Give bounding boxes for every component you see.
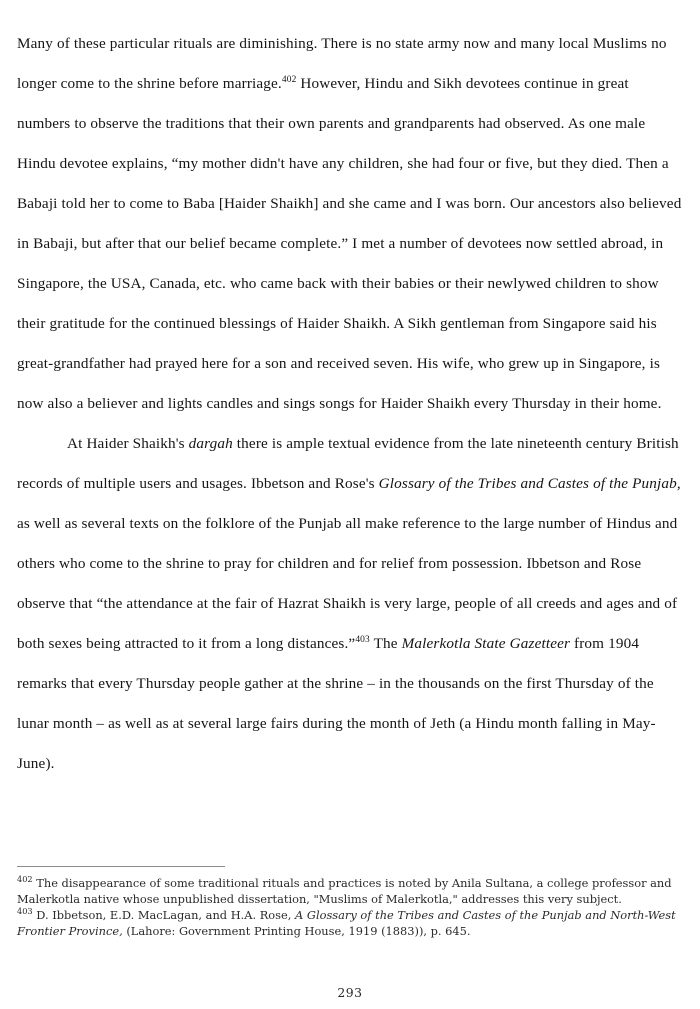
footnote-reference-403[interactable]: 403 [355, 634, 370, 645]
footnote-area [17, 866, 683, 939]
text-run: (Lahore: Government Printing House, 1919 (1883)), p. 645. [122, 923, 471, 938]
footnote-402 [17, 876, 683, 907]
text-run: At Haider Shaikh's [67, 435, 189, 452]
paragraph-1 [17, 24, 683, 424]
text-run: there is ample textual evidence from the late nineteenth century British records of multiple users and usages. Ibbetson and Rose's [17, 435, 679, 492]
page-number: 293 [337, 985, 363, 1000]
italic-text: Malerkotla State Gazetteer [401, 635, 571, 652]
text-run: , as well as several texts on the folklore of the Punjab all make reference to the large number of Hindus and others who come to the shrine to pray for children and for relief from possession. Ibbetson and Rose observe that “the attendance at the fair of Hazrat Shaikh is very large, people of all creeds and ages and of both sexes being attracted to it from a long distances.” [17, 475, 681, 652]
footnote-marker-402: 402 [17, 874, 33, 885]
paragraph-2 [17, 424, 683, 784]
text-run: The [369, 635, 402, 652]
italic-text: dargah [188, 435, 233, 452]
text-run: However, Hindu and Sikh devotees continue in great numbers to observe the traditions that their own parents and grandparents had observed. As one male Hindu devotee explains, “my mother didn't have any children, she had four or five, but they died. Then a Babaji told her to come to Baba [Haider Shaikh] and she came and I was born. Our ancestors also believed in Babaji, but after that our belief became complete.” I met a number of devotees now settled abroad, in Singapore, the USA, Canada, etc. who came back with their babies or their newlywed children to show their gratitude for the continued blessings of Haider Shaikh. A Sikh gentleman from Singapore said his great-grandfather had prayed here for a son and received seven. His wife, who grew up in Singapore, is now also a believer and lights candles and sings songs for Haider Shaikh every Thursday in their home. [17, 75, 682, 412]
text-run: from 1904 remarks that every Thursday people gather at the shrine – in the thousands on the first Thursday of the lunar month – as well as at several large fairs during the month of Jeth (a Hindu month falling in May-June). [17, 635, 656, 772]
text-run: D. Ibbetson, E.D. MacLagan, and H.A. Rose, [32, 908, 295, 923]
text-run: The disappearance of some traditional rituals and practices is noted by Anila Sultana, a college professor and Malerkotla native whose unpublished dissertation, "Muslims of Malerkotla," addresses this very subject. [17, 876, 672, 906]
italic-text: A Glossary of the Tribes and Castes of the Punjab and North-West Frontier Province, [17, 908, 676, 938]
footnote-403 [17, 908, 683, 939]
body-text-block [17, 24, 683, 784]
footnote-marker-403: 403 [17, 906, 33, 917]
footnote-separator-rule [17, 866, 225, 867]
italic-text: Glossary of the Tribes and Castes of the Punjab [378, 475, 677, 492]
text-run: Many of these particular rituals are diminishing. There is no state army now and many local Muslims no longer come to the shrine before marriage. [17, 35, 667, 92]
footnote-reference-402[interactable]: 402 [281, 74, 297, 85]
footnote-list [17, 876, 683, 939]
